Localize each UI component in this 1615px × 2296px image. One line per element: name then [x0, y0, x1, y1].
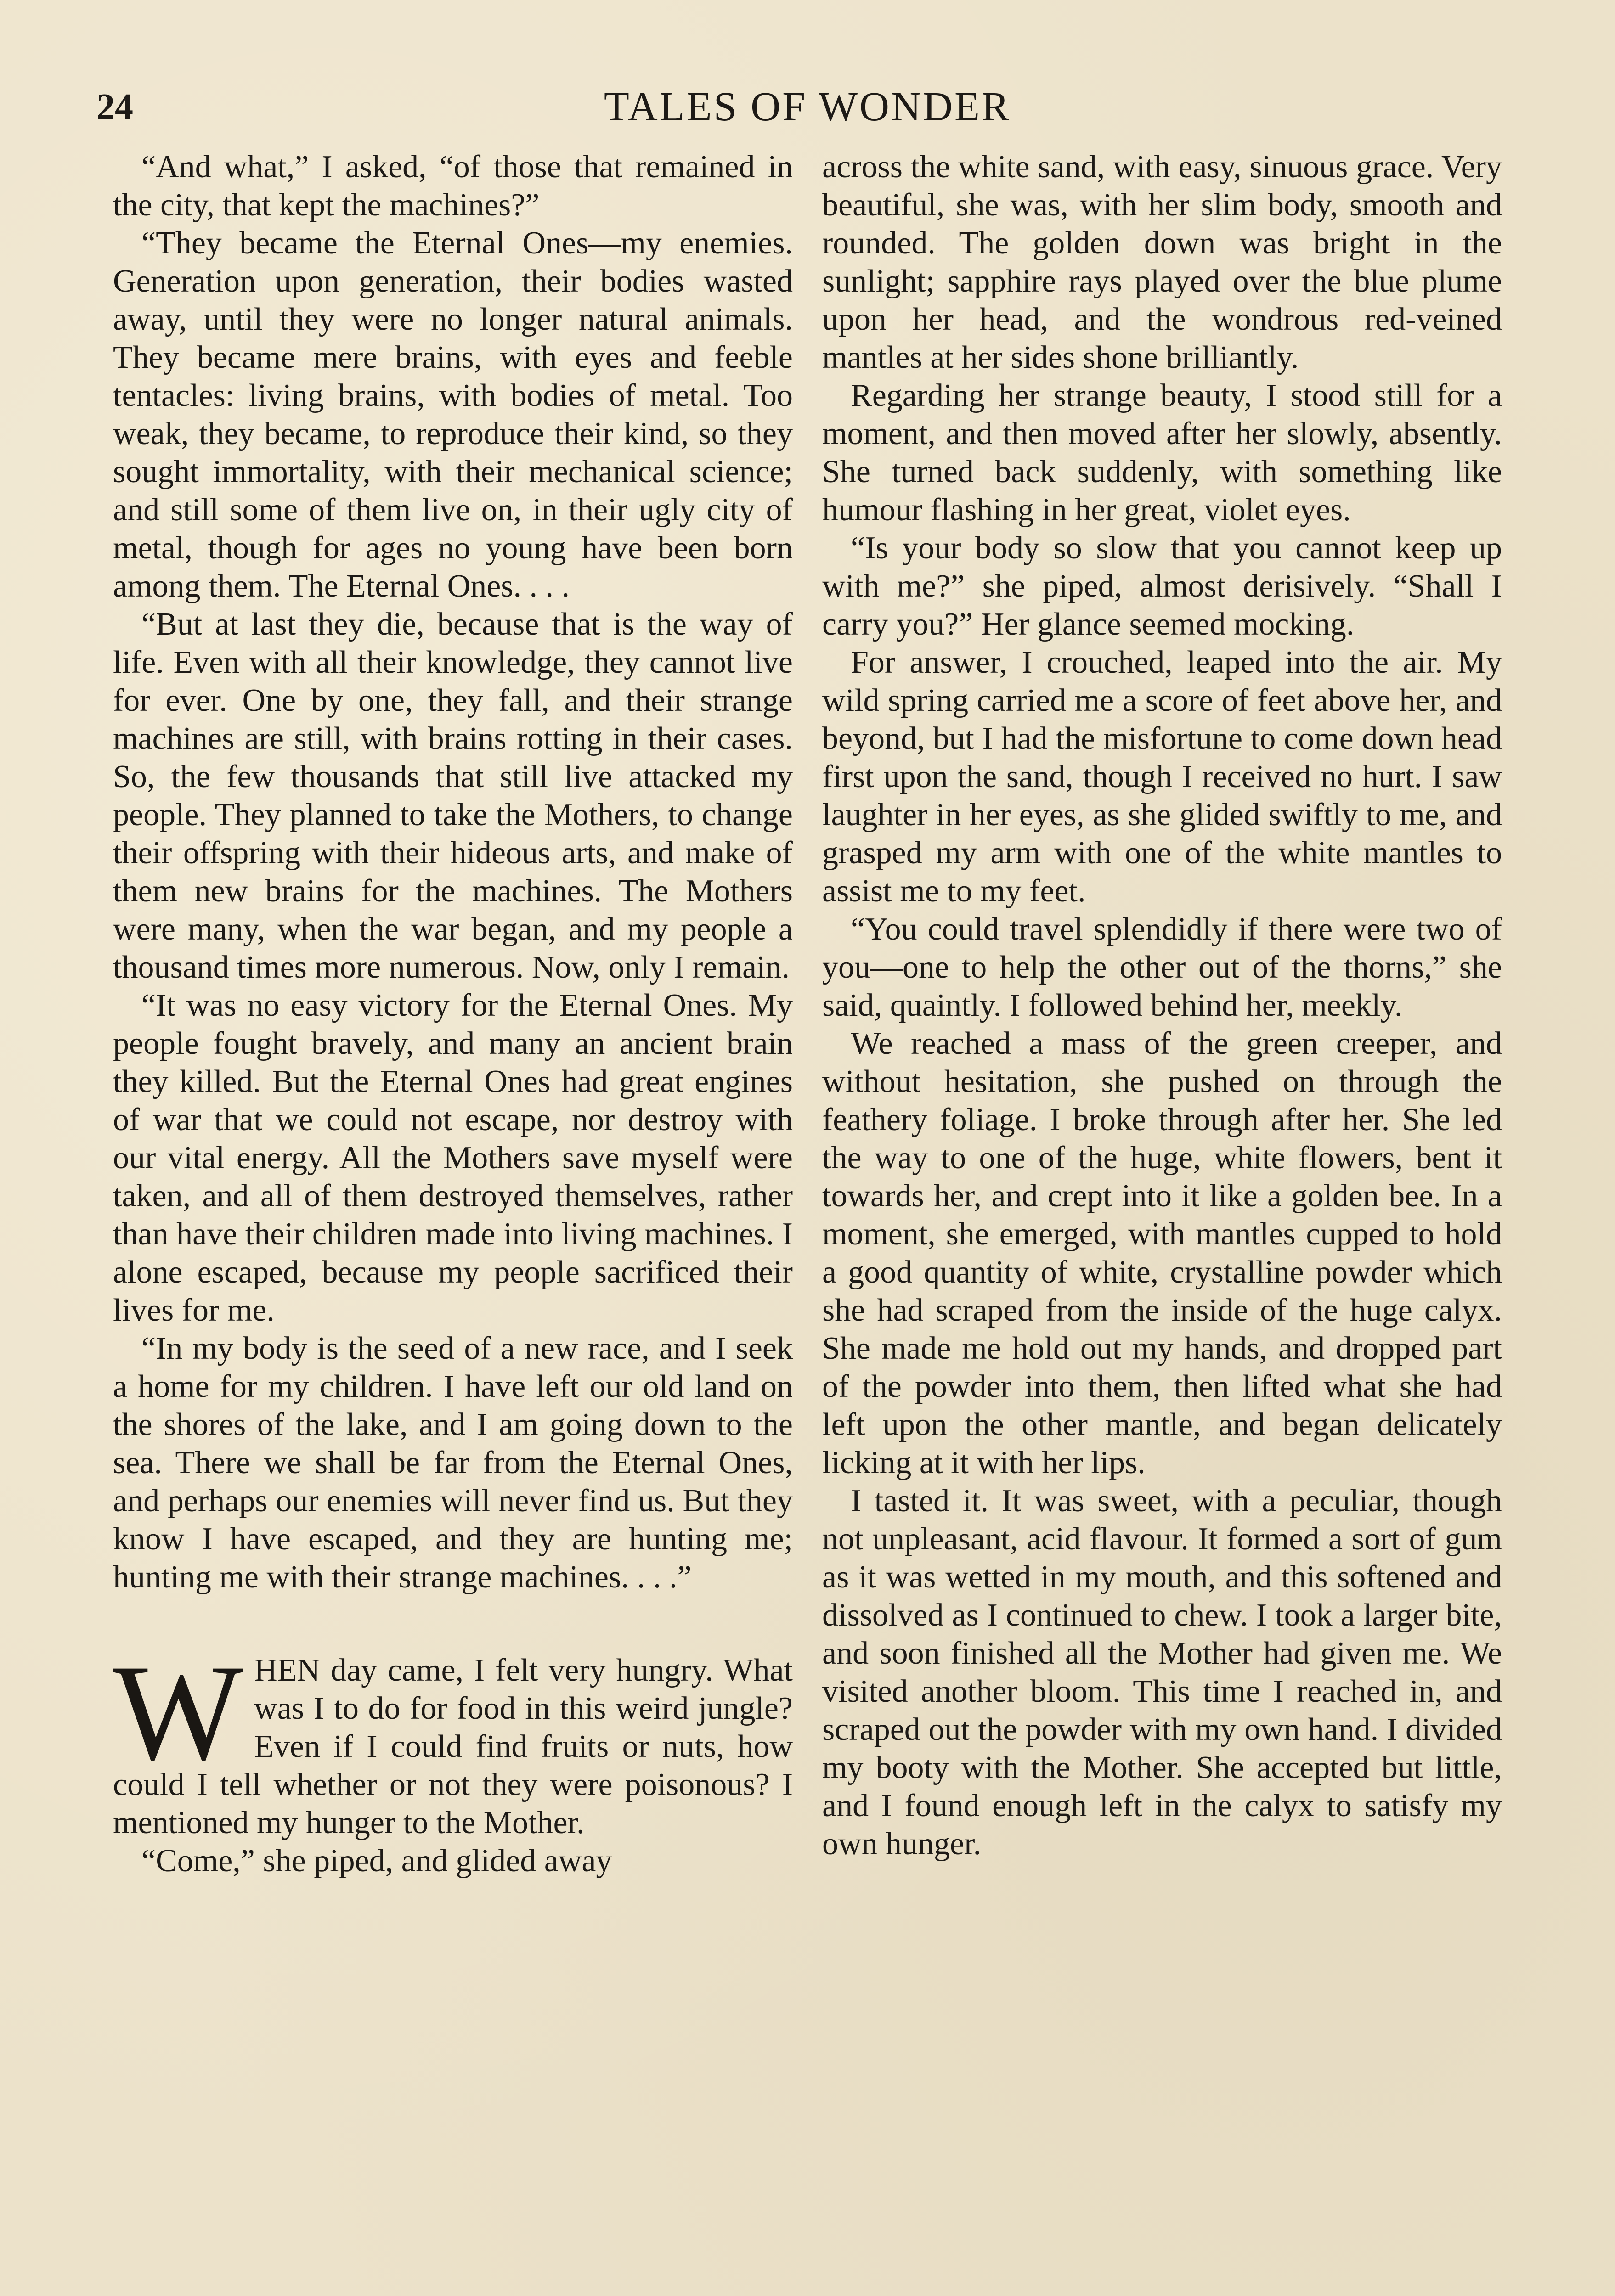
paragraph: “In my body is the seed of a new race, and I seek a home for my children. I have left our old land on the shores of the lake, and I am going down to the sea. There we shall be far from the Eternal Ones, and perhaps our enemies will never find us. But they know I have escaped, and they are hunting me; hunting me with their strange machines. . . .”: [113, 1331, 793, 1595]
paragraph: “Come,” she piped, and glided away: [141, 1843, 612, 1879]
page-header: [0, 82, 1615, 132]
paragraph: “They became the Eternal Ones—my enemies. Generation upon generation, their bodies wasted away, until they were no longer natural animals. They became mere brains, with eyes and feeble tentacles: living brains, with bodies of metal. Too weak, they became, to reproduce their kind, so they sought immortality, with their mechanical science; and still some of them live on, in their ugly city of metal, though for ages no young have been born among them. The Eternal Ones. . . .: [113, 225, 793, 604]
paragraph: “Is your body so slow that you cannot keep up with me?” she piped, almost derisively. “Shall I carry you?” Her glance seemed mocking.: [822, 530, 1502, 642]
drop-cap: W: [113, 1636, 243, 1789]
page-number: 24: [96, 87, 133, 127]
paragraph: For answer, I crouched, leaped into the air. My wild spring carried me a score of feet above her, and beyond, but I had the misfortune to come down head first upon the sand, though I received no hurt. I saw laughter in her eyes, as she glided swiftly to me, and grasped my arm with one of the white mantles to assist me to my feet.: [822, 645, 1502, 909]
paragraph: “But at last they die, because that is the way of life. Even with all their knowledge, they cannot live for ever. One by one, they fall, and their strange machines are still, with brains rotting in their cases. So, the few thousands that still live attacked my people. They planned to take the Mothers, to change their offspring with their hideous arts, and make of them new brains for the machines. The Mothers were many, when the war began, and my people a thousand times more numerous. Now, only I remain.: [113, 607, 793, 985]
right-column: [822, 148, 1502, 1863]
paragraph: “You could travel splendidly if there were two of you—one to help the other out of the thorns,” she said, quaintly. I followed behind her, meekly.: [822, 912, 1502, 1023]
paragraph: “And what,” I asked, “of those that remained in the city, that kept the machines?”: [113, 149, 793, 223]
left-column: [113, 148, 793, 1880]
paragraph-continuation: across the white sand, with easy, sinuous grace. Very beautiful, she was, with her slim body, smooth and rounded. The golden down was bright in the sunlight; sapphire rays played over the blue plume upon her head, and the wondrous red-veined mantles at her sides shone brilliantly.: [822, 149, 1502, 375]
dropcap-paragraph: [113, 1636, 793, 1842]
paragraph: Regarding her strange beauty, I stood still for a moment, and then moved after her slowly, absently. She turned back suddenly, with something like humour flashing in her great, violet eyes.: [822, 378, 1502, 528]
paragraph: We reached a mass of the green creeper, and without hesitation, she pushed on through the feathery foliage. I broke through after her. She led the way to one of the huge, white flowers, bent it towards her, and crept into it like a golden bee. In a moment, she emerged, with mantles cupped to hold a good quantity of white, crystalline powder which she had scraped from the inside of the huge calyx. She made me hold out my hands, and dropped part of the powder into them, then lifted what she had left upon the other mantle, and began delicately licking at it with her lips.: [822, 1026, 1502, 1480]
paragraph: I tasted it. It was sweet, with a peculiar, though not unpleasant, acid flavour. It formed a sort of gum as it was wetted in my mouth, and this softened and dissolved as I continued to chew. I took a larger bite, and soon finished all the Mother had given me. We visited another bloom. This time I reached in, and scraped out the powder with my own hand. I divided my booty with the Mother. She accepted but little, and I found enough left in the calyx to satisfy my own hunger.: [822, 1483, 1502, 1862]
paragraph: “It was no easy victory for the Eternal Ones. My people fought bravely, and many an ancient brain they killed. But the Eternal Ones had great engines of war that we could not escape, nor destroy with our vital energy. All the Mothers save myself were taken, and all of them destroyed themselves, rather than have their children made into living machines. I alone escaped, because my people sacrificed their lives for me.: [113, 988, 793, 1328]
running-title: TALES OF WONDER: [604, 84, 1011, 129]
dropcap-paragraph-text: HEN day came, I felt very hungry. What was I to do for food in this weird jungle? Even if I could find fruits or nuts, how could I tell whether or not they were poisonous? I mentioned my hunger to the Mother.: [113, 1653, 793, 1840]
